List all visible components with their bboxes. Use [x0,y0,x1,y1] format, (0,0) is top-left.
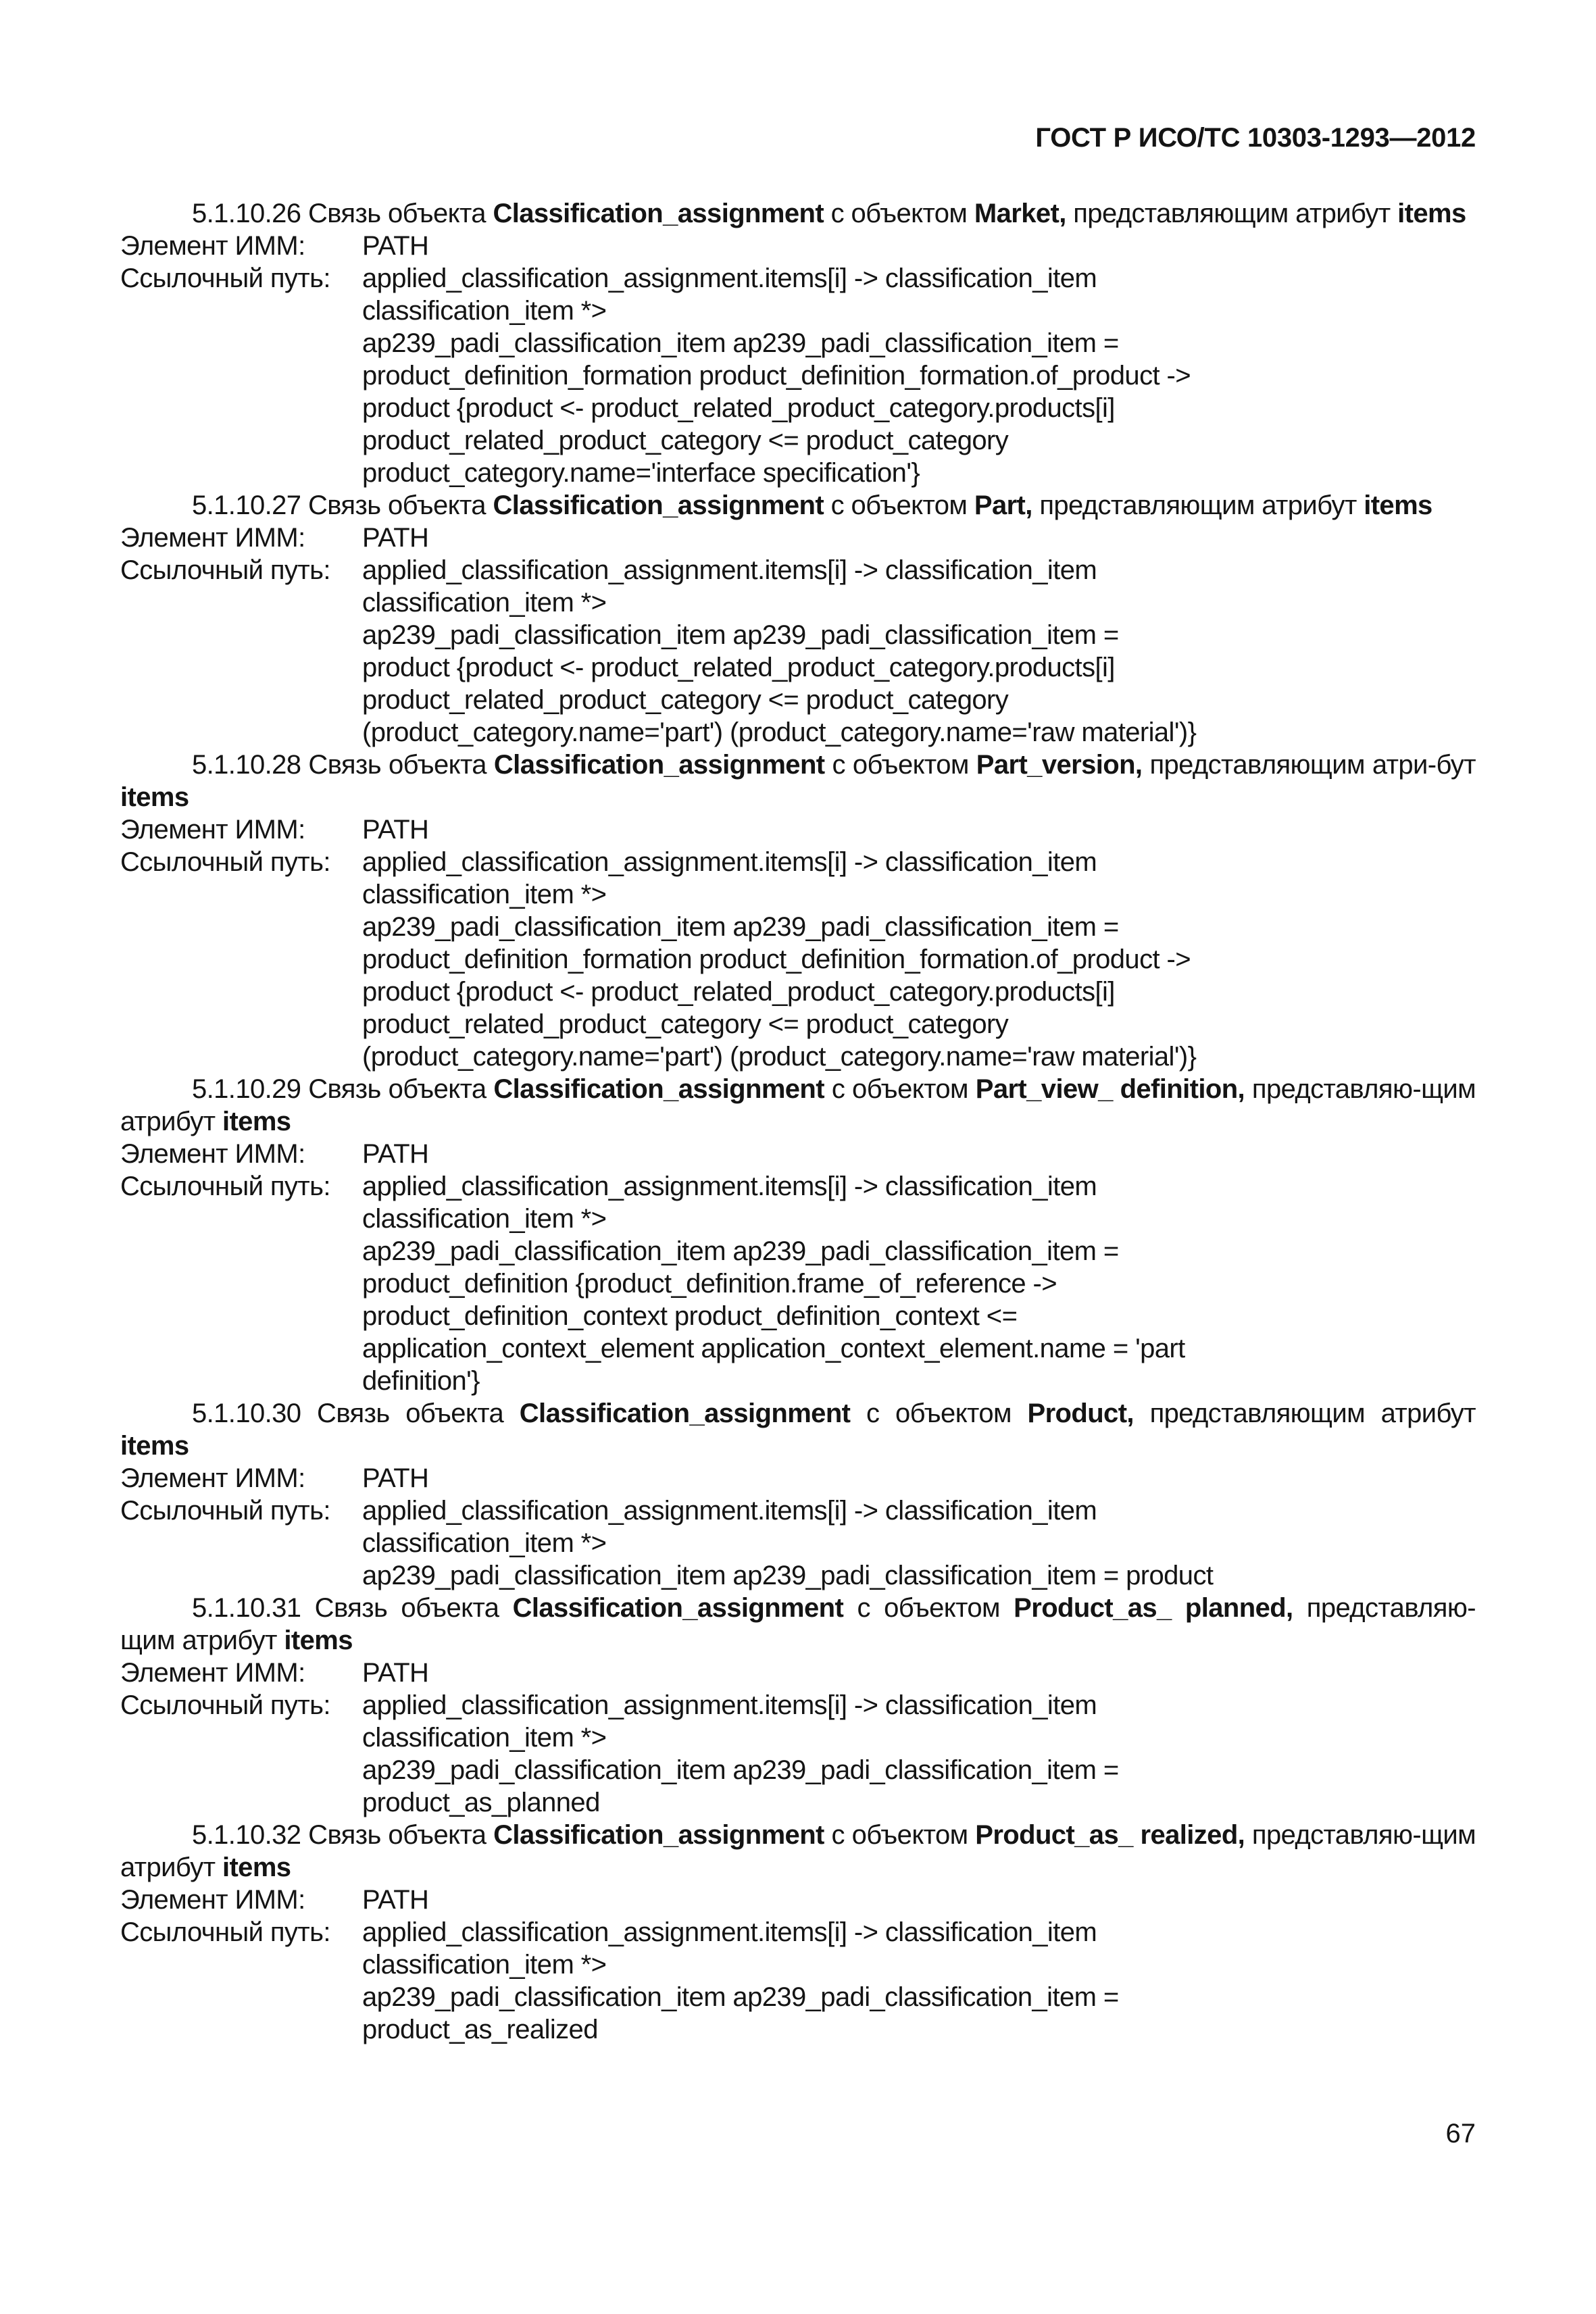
mapping-section [120,1819,1476,2046]
mapping-section [120,1397,1476,1592]
reference-label: Ссылочный путь: [120,263,330,293]
target-entity: Part, [974,491,1032,520]
heading-text: представляющим атрибут [1073,199,1391,228]
heading-text: представляю-щим атрибут [120,1593,1476,1655]
element-label: Элемент ИММ: [120,231,305,261]
attribute-name: items [1364,491,1432,520]
path-line: product_definition_formation product_definition_formation.of_product -> [362,945,1191,974]
element-row [120,813,1476,846]
reference-label: Ссылочный путь: [120,1496,330,1526]
reference-label: Ссылочный путь: [120,555,330,585]
path-line: product_definition {product_definition.frame_of_reference -> [362,1269,1057,1299]
section-number: 5.1.10.30 [192,1399,301,1428]
path-line: classification_item *> [362,880,607,909]
section-number: 5.1.10.28 [192,750,301,780]
attribute-name: items [222,1853,291,1882]
target-entity: Part_version, [976,750,1143,780]
target-entity: Product_as_ planned, [1014,1593,1293,1623]
path-line: product_related_product_category <= product_category [362,1009,1009,1039]
heading-text: представляющим атрибут [1039,491,1357,520]
path-line: ap239_padi_classification_item ap239_padi_classification_item = [362,1755,1119,1785]
heading-text: Связь объекта [314,1593,499,1623]
heading-text: представляю-щим атрибут [120,1074,1476,1136]
path-line: applied_classification_assignment.items[i] -> classification_item [362,847,1097,877]
element-row [120,1884,1476,1916]
reference-row [120,1689,1476,1819]
path-line: product_as_planned [362,1788,600,1817]
path-line: applied_classification_assignment.items[i] -> classification_item [362,1496,1097,1526]
path-line: product_definition_context product_definition_context <= [362,1301,1018,1331]
heading-text: Связь объекта [308,750,487,780]
mapping-section [120,749,1476,1073]
source-entity: Classification_assignment [519,1399,851,1428]
path-line: product {product <- product_related_product_category.products[i] [362,653,1115,682]
path-line: (product_category.name='part') (product_category.name='raw material')} [362,1042,1197,1072]
section-heading [120,1397,1476,1462]
reference-row [120,1916,1476,2046]
path-line: product_related_product_category <= product_category [362,426,1009,455]
element-value: PATH [362,523,429,553]
section-heading [120,1073,1476,1138]
path-line: product_definition_formation product_definition_formation.of_product -> [362,361,1191,391]
section-number: 5.1.10.31 [192,1593,301,1623]
element-value: PATH [362,1139,429,1169]
reference-label: Ссылочный путь: [120,1172,330,1201]
path-line: applied_classification_assignment.items[i] -> classification_item [362,1172,1097,1201]
source-entity: Classification_assignment [493,491,824,520]
attribute-name: items [1397,199,1466,228]
section-number: 5.1.10.29 [192,1074,301,1104]
element-label: Элемент ИММ: [120,1885,305,1915]
heading-text: Связь объекта [308,1820,487,1850]
element-label: Элемент ИММ: [120,523,305,553]
path-line: applied_classification_assignment.items[i] -> classification_item [362,555,1097,585]
path-line: classification_item *> [362,1204,607,1234]
page-number: 67 [1445,2119,1476,2148]
source-entity: Classification_assignment [493,1820,824,1850]
heading-text: с объектом [831,1074,968,1104]
target-entity: Product_as_ realized, [975,1820,1245,1850]
mapping-section [120,1592,1476,1819]
reference-label: Ссылочный путь: [120,1690,330,1720]
mapping-section [120,1073,1476,1397]
path-line: applied_classification_assignment.items[i] -> classification_item [362,1917,1097,1947]
path-line: definition'} [362,1366,480,1396]
element-label: Элемент ИММ: [120,815,305,845]
target-entity: Market, [974,199,1066,228]
mapping-section [120,489,1476,749]
target-entity: Part_view_ definition, [975,1074,1245,1104]
section-heading [120,1592,1476,1657]
path-line: product_category.name='interface specification'} [362,458,920,488]
heading-text: Связь объекта [307,491,486,520]
section-number: 5.1.10.27 [192,491,301,520]
path-line: classification_item *> [362,1528,607,1558]
attribute-name: items [120,782,189,812]
element-row [120,1138,1476,1170]
path-line: application_context_element application_context_element.name = 'part [362,1334,1185,1363]
section-heading [120,749,1476,813]
heading-text: Связь объекта [317,1399,504,1428]
reference-row [120,1494,1476,1592]
path-line: classification_item *> [362,1723,607,1753]
element-value: PATH [362,231,429,261]
path-line: product_related_product_category <= product_category [362,685,1009,715]
element-value: PATH [362,1463,429,1493]
path-line: ap239_padi_classification_item ap239_padi_classification_item = [362,912,1119,942]
mapping-section [120,197,1476,489]
path-line: classification_item *> [362,588,607,618]
reference-label: Ссылочный путь: [120,847,330,877]
section-heading [120,1819,1476,1884]
reference-path [362,846,1476,1073]
reference-path [362,554,1476,749]
heading-text: Связь объекта [308,1074,487,1104]
source-entity: Classification_assignment [512,1593,844,1623]
section-heading [120,197,1476,230]
source-entity: Classification_assignment [493,199,824,228]
path-line: ap239_padi_classification_item ap239_padi_classification_item = [362,1236,1119,1266]
heading-text: представляющим атрибут [1149,1399,1476,1428]
document-code-header: ГОСТ Р ИСО/ТС 10303-1293—2012 [1035,123,1476,153]
heading-text: с объектом [866,1399,1012,1428]
attribute-name: items [120,1431,189,1461]
reference-path [362,1689,1476,1819]
element-row [120,230,1476,262]
path-line: ap239_padi_classification_item ap239_padi_classification_item = product [362,1561,1214,1590]
path-line: product_as_realized [362,2015,598,2044]
reference-path [362,1916,1476,2046]
attribute-name: items [222,1107,291,1136]
heading-text: Связь объекта [307,199,486,228]
source-entity: Classification_assignment [493,750,825,780]
element-value: PATH [362,1658,429,1688]
element-row [120,1657,1476,1689]
section-heading [120,489,1476,522]
reference-path [362,1494,1476,1592]
reference-label: Ссылочный путь: [120,1917,330,1947]
reference-row [120,262,1476,489]
path-line: product {product <- product_related_product_category.products[i] [362,977,1115,1007]
page-body [120,197,1476,2046]
element-row [120,1462,1476,1494]
path-line: classification_item *> [362,1950,607,1980]
element-value: PATH [362,815,429,845]
reference-path [362,1170,1476,1397]
section-number: 5.1.10.26 [192,199,301,228]
heading-text: с объектом [830,199,968,228]
heading-text: с объектом [831,1820,968,1850]
element-label: Элемент ИММ: [120,1139,305,1169]
reference-row [120,554,1476,749]
path-line: ap239_padi_classification_item ap239_padi_classification_item = [362,1982,1119,2012]
element-row [120,522,1476,554]
path-line: ap239_padi_classification_item ap239_padi_classification_item = [362,620,1119,650]
heading-text: с объектом [857,1593,1000,1623]
path-line: ap239_padi_classification_item ap239_padi_classification_item = [362,328,1119,358]
target-entity: Product, [1027,1399,1134,1428]
source-entity: Classification_assignment [493,1074,824,1104]
element-value: PATH [362,1885,429,1915]
path-line: classification_item *> [362,296,607,326]
heading-text: с объектом [832,750,969,780]
attribute-name: items [284,1626,353,1655]
reference-row [120,846,1476,1073]
heading-text: с объектом [830,491,968,520]
heading-text: представляющим атри-бут [1149,750,1476,780]
element-label: Элемент ИММ: [120,1658,305,1688]
section-number: 5.1.10.32 [192,1820,301,1850]
path-line: applied_classification_assignment.items[i] -> classification_item [362,263,1097,293]
element-label: Элемент ИММ: [120,1463,305,1493]
path-line: (product_category.name='part') (product_category.name='raw material')} [362,718,1197,747]
heading-text: представляю-щим атрибут [120,1820,1476,1882]
reference-row [120,1170,1476,1397]
path-line: product {product <- product_related_product_category.products[i] [362,393,1115,423]
reference-path [362,262,1476,489]
path-line: applied_classification_assignment.items[i] -> classification_item [362,1690,1097,1720]
